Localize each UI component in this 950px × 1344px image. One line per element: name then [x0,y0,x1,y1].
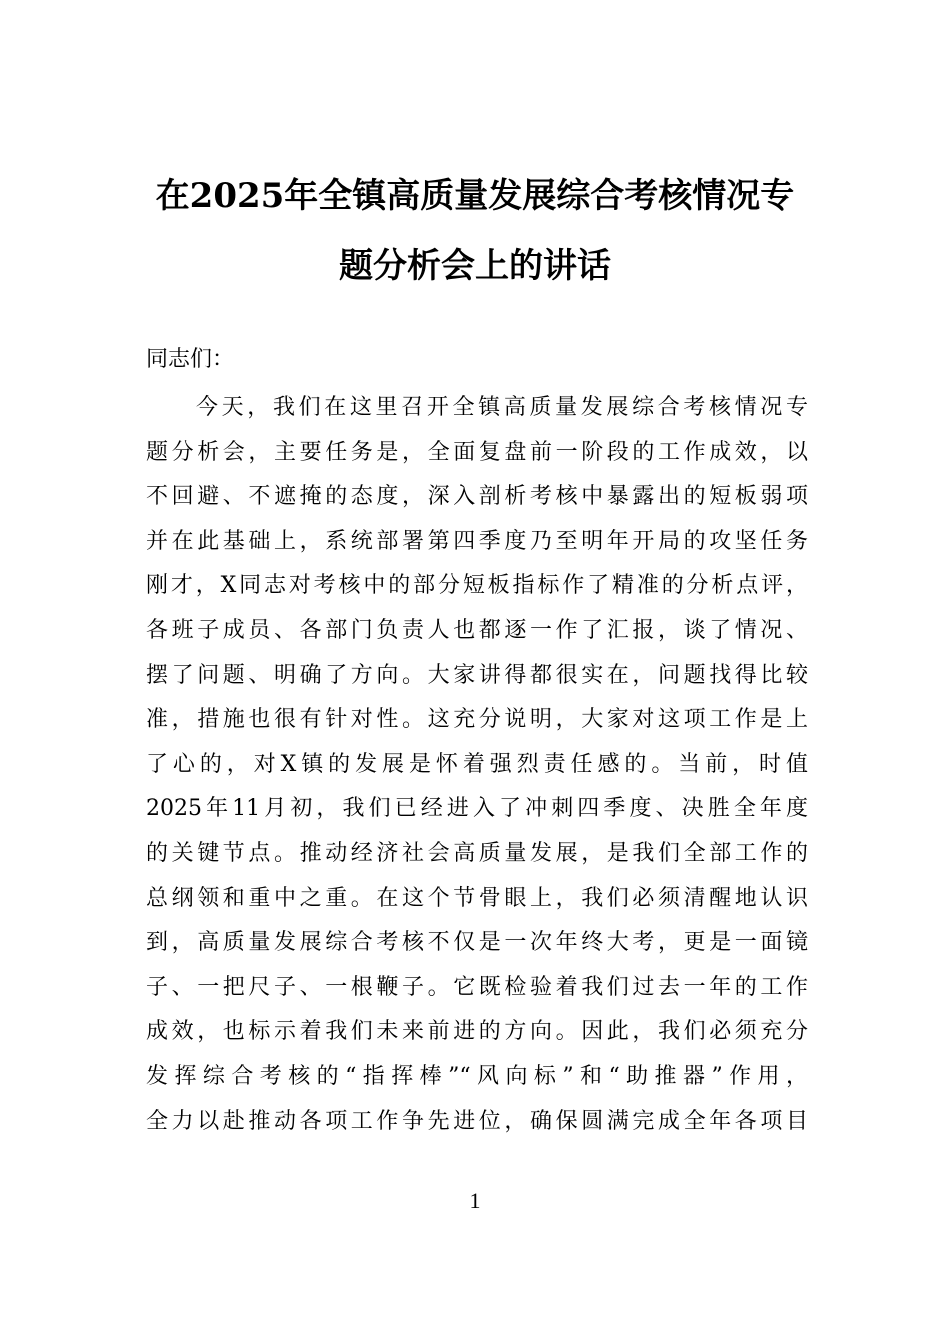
document-title-line-1: 在2025年全镇高质量发展综合考核情况专 [155,176,795,216]
body-line: 子、一把尺子、一根鞭子。它既检验着我们过去一年的工作 [146,974,808,1000]
body-line: 的关键节点。推动经济社会高质量发展，是我们全部工作的 [146,840,808,866]
body-line: 成效，也标示着我们未来前进的方向。因此，我们必须充分 [146,1019,808,1045]
body-line: 并在此基础上，系统部署第四季度乃至明年开局的攻坚任务 [146,528,808,554]
body-line: 今天，我们在这里召开全镇高质量发展综合考核情况专 [196,395,808,420]
salutation: 同志们： [146,347,235,372]
body-line: 2025年11月初，我们已经进入了冲刺四季度、决胜全年度 [146,796,808,822]
body-line: 题分析会，主要任务是，全面复盘前一阶段的工作成效，以 [146,439,808,465]
body-line: 了心的，对X镇的发展是怀着强烈责任感的。当前，时值 [146,751,808,777]
body-line: 各班子成员、各部门负责人也都逐一作了汇报，谈了情况、 [146,617,808,643]
body-line: 总纲领和重中之重。在这个节骨眼上，我们必须清醒地认识 [146,885,808,911]
body-paragraph [146,386,808,1144]
body-line: 到，高质量发展综合考核不仅是一次年终大考，更是一面镜 [146,930,808,956]
body-line: 刚才，X同志对考核中的部分短板指标作了精准的分析点评， [146,573,808,599]
body-line: 发挥综合考核的“指挥棒”“风向标”和“助推器”作用， [146,1063,808,1089]
document-title-line-2: 题分析会上的讲话 [339,246,611,286]
body-line: 全力以赴推动各项工作争先进位，确保圆满完成全年各项目 [146,1108,808,1134]
body-line: 摆了问题、明确了方向。大家讲得都很实在，问题找得比较 [146,662,808,688]
body-line: 准，措施也很有针对性。这充分说明，大家对这项工作是上 [146,707,808,733]
page-number: 1 [469,1188,481,1213]
body-line: 不回避、不遮掩的态度，深入剖析考核中暴露出的短板弱项 [146,484,808,510]
